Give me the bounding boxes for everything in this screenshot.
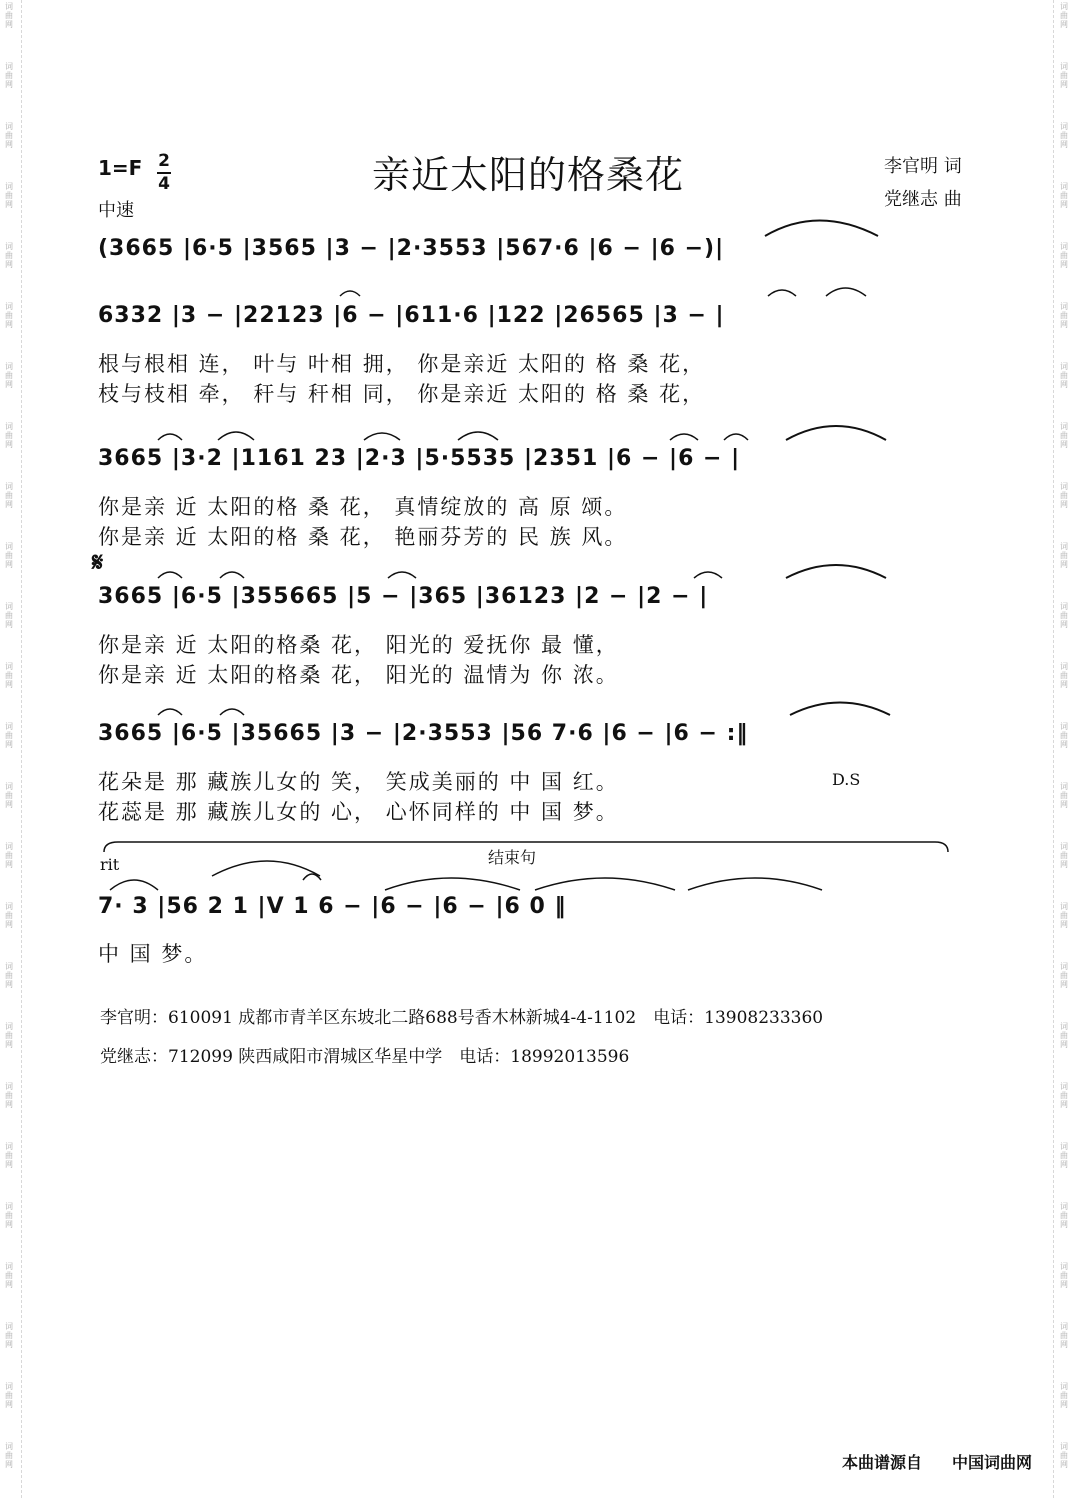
staff-line-verse2: 3665 |3·2 |1161 23 |2·3 |5·5535 |2351 |6 − |6 − |: [98, 446, 741, 471]
watermark-text: 词 曲 网: [5, 782, 13, 809]
watermark-text: 词 曲 网: [5, 1262, 13, 1289]
slur-chorus2-b: [220, 709, 244, 715]
slur-verse2-a: [158, 434, 182, 440]
dal-segno-mark: D.S: [832, 770, 861, 789]
watermark-text: 词 曲 网: [1060, 1082, 1068, 1109]
lyric-chorus2-line1: 花朵是 那 藏族儿女的 笑， 笑成美丽的 中 国 红。: [98, 770, 619, 794]
slur-chorus1-c: [388, 572, 416, 578]
lyric-coda: 中 国 梦。: [98, 942, 208, 966]
watermark-text: 词 曲 网: [5, 122, 13, 149]
tie-intro-end: [765, 221, 878, 237]
segno-sign: 𝄋: [92, 548, 104, 578]
watermark-text: 词 曲 网: [5, 542, 13, 569]
lyricist-credit: 李官明 词: [884, 156, 962, 177]
watermark-text: 词 曲 网: [5, 242, 13, 269]
watermark-text: 词 曲 网: [1060, 1202, 1068, 1229]
watermark-text: 词 曲 网: [1060, 542, 1068, 569]
lyric-verse2-line1: 你是亲 近 太阳的格 桑 花， 真情绽放的 高 原 颂。: [98, 495, 628, 519]
watermark-text: 词 曲 网: [1060, 122, 1068, 149]
watermark-text: 词 曲 网: [1060, 962, 1068, 989]
ritardando-mark: rit: [100, 855, 120, 874]
footer-source-label: 本曲谱源自: [842, 1453, 923, 1472]
lyric-verse1-line1: 根与根相 连， 叶与 叶相 拥， 你是亲近 太阳的 格 桑 花，: [98, 352, 706, 376]
watermark-text: 词 曲 网: [1060, 182, 1068, 209]
watermark-text: 词 曲 网: [5, 962, 13, 989]
song-title: 亲近太阳的格桑花: [372, 153, 685, 197]
lyric-chorus1-line2: 你是亲 近 太阳的格桑 花， 阳光的 温情为 你 浓。: [98, 663, 619, 687]
tie-chorus1-end: [786, 565, 886, 578]
watermark-text: 词 曲 网: [5, 722, 13, 749]
watermark-text: 词 曲 网: [1060, 302, 1068, 329]
slur-verse2-c: [364, 433, 400, 440]
watermark-text: 词 曲 网: [5, 1142, 13, 1169]
watermark-text: 词 曲 网: [1060, 422, 1068, 449]
watermark-text: 词 曲 网: [5, 62, 13, 89]
slur-chorus2-a: [158, 709, 182, 715]
tie-verse2-end: [786, 426, 886, 440]
watermark-text: 词 曲 网: [5, 1442, 13, 1469]
watermark-text: 词 曲 网: [1060, 842, 1068, 869]
tie-coda-3: [688, 878, 822, 890]
staff-line-chorus2: 3665 |6·5 |35665 |3 − |2·3553 |56 7·6 |6 − |6 − :‖: [98, 721, 749, 746]
watermark-text: 词 曲 网: [5, 1202, 13, 1229]
watermark-text: 词 曲 网: [5, 1082, 13, 1109]
slur-verse1-b: [768, 290, 796, 296]
slur-coda-b: [212, 861, 320, 876]
watermark-text: 词 曲 网: [1060, 1142, 1068, 1169]
ending-phrase-label: 结束句: [488, 848, 537, 867]
watermark-text: 词 曲 网: [1060, 1022, 1068, 1049]
tie-coda-1: [385, 878, 520, 890]
watermark-text: 词 曲 网: [5, 362, 13, 389]
composer-contact: 党继志：712099 陕西咸阳市渭城区华星中学 电话：18992013596: [100, 1047, 630, 1067]
slur-chorus1-d: [694, 572, 722, 578]
watermark-text: 词 曲 网: [1060, 242, 1068, 269]
tie-coda-2: [535, 878, 675, 890]
watermark-text: 词 曲 网: [1060, 1382, 1068, 1409]
watermark-text: 词 曲 网: [1060, 362, 1068, 389]
watermark-text: 词 曲 网: [5, 1022, 13, 1049]
watermark-text: 词 曲 网: [5, 302, 13, 329]
slur-verse2-d: [458, 432, 498, 440]
tempo-marking: 中速: [98, 200, 134, 221]
slur-verse2-b: [218, 432, 254, 440]
footer-site-name[interactable]: 中国词曲网: [952, 1453, 1033, 1472]
watermark-text: 词 曲 网: [1060, 62, 1068, 89]
watermark-text: 词 曲 网: [5, 2, 13, 29]
lyric-verse2-line2: 你是亲 近 太阳的格 桑 花， 艳丽芬芳的 民 族 风。: [98, 525, 628, 549]
watermark-text: 词 曲 网: [5, 182, 13, 209]
watermark-text: 词 曲 网: [1060, 662, 1068, 689]
watermark-text: 词 曲 网: [1060, 902, 1068, 929]
key-signature: 1=F: [98, 156, 143, 180]
lyric-verse1-line2: 枝与枝相 牵， 秆与 秆相 同， 你是亲近 太阳的 格 桑 花，: [98, 382, 706, 406]
staff-line-coda: 7· 3 |56 2 1 |V 1 6 − |6 − |6 − |6 0 ‖: [98, 894, 567, 919]
watermark-text: 词 曲 网: [1060, 1322, 1068, 1349]
watermark-text: 词 曲 网: [5, 662, 13, 689]
watermark-text: 词 曲 网: [5, 842, 13, 869]
slur-chorus1-a: [158, 572, 182, 578]
staff-line-chorus1: 3665 |6·5 |355665 |5 − |365 |36123 |2 − |2 − |: [98, 584, 709, 609]
watermark-text: 词 曲 网: [5, 422, 13, 449]
watermark-text: 词 曲 网: [1060, 2, 1068, 29]
watermark-text: 词 曲 网: [1060, 1262, 1068, 1289]
staff-line-intro: (3665 |6·5 |3565 |3 − |2·3553 |567·6 |6 − |6 −)|: [98, 236, 725, 261]
watermark-text: 词 曲 网: [1060, 1442, 1068, 1469]
lyricist-contact: 李官明：610091 成都市青羊区东坡北二路688号香木林新城4-4-1102 电话：13908233360: [100, 1008, 824, 1028]
lyric-chorus2-line2: 花蕊是 那 藏族儿女的 心， 心怀同样的 中 国 梦。: [98, 800, 619, 824]
ending-bracket: [104, 842, 948, 852]
slur-verse1-a: [340, 291, 360, 296]
watermark-text: 词 曲 网: [1060, 602, 1068, 629]
slur-verse1-c: [826, 288, 866, 296]
slur-chorus1-b: [220, 572, 244, 578]
staff-line-verse1: 6332 |3 − |22123 |6 − |611·6 |122 |26565 |3 − |: [98, 303, 725, 328]
time-signature-top: 2: [158, 151, 170, 171]
slur-verse2-f: [724, 434, 748, 440]
time-signature-bottom: 4: [158, 174, 170, 194]
watermark-text: 词 曲 网: [1060, 482, 1068, 509]
watermark-text: 词 曲 网: [5, 902, 13, 929]
slur-coda-a: [110, 880, 158, 890]
watermark-text: 词 曲 网: [1060, 722, 1068, 749]
tie-chorus2-end: [790, 703, 890, 716]
watermark-text: 词 曲 网: [5, 1322, 13, 1349]
watermark-text: 词 曲 网: [1060, 782, 1068, 809]
watermark-text: 词 曲 网: [5, 1382, 13, 1409]
watermark-text: 词 曲 网: [5, 482, 13, 509]
composer-credit: 党继志 曲: [884, 189, 962, 210]
watermark-text: 词 曲 网: [5, 602, 13, 629]
lyric-chorus1-line1: 你是亲 近 太阳的格桑 花， 阳光的 爱抚你 最 懂，: [98, 633, 619, 657]
slur-verse2-e: [670, 434, 698, 440]
